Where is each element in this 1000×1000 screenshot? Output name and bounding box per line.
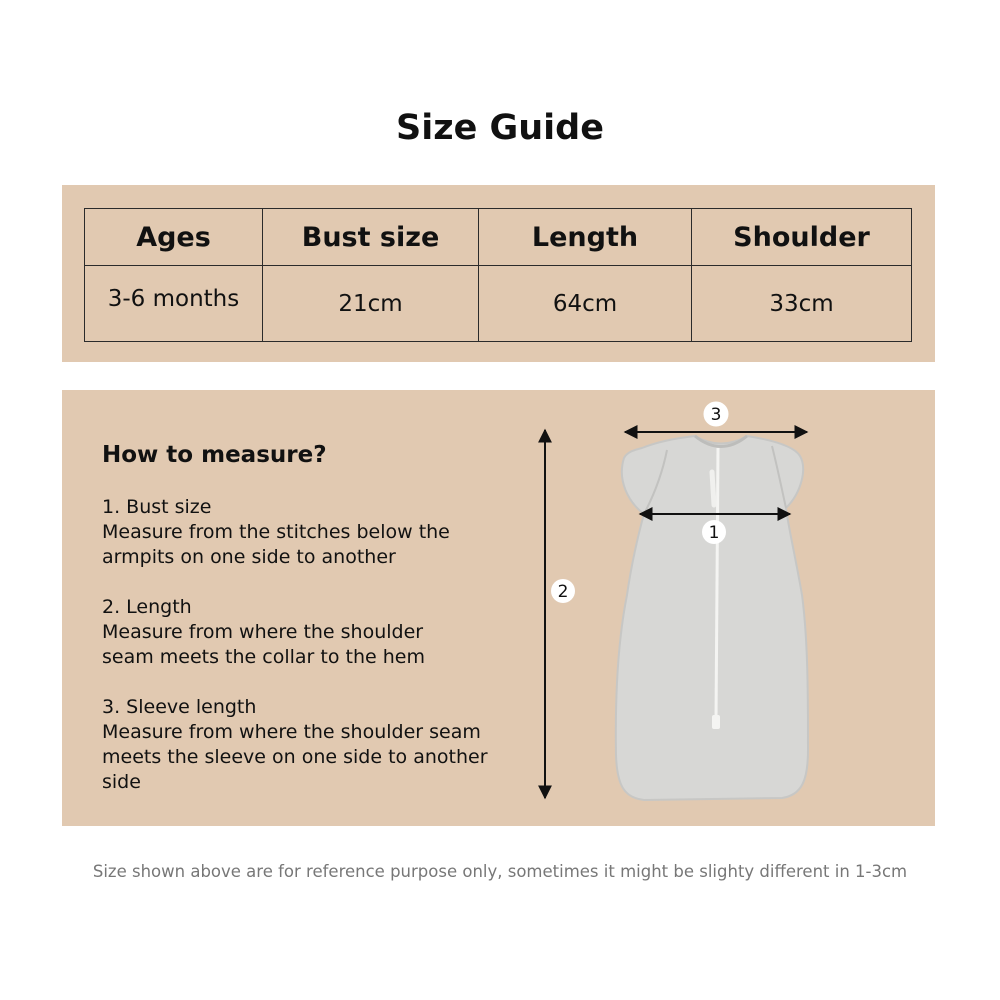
page-title: Size Guide	[396, 108, 604, 148]
step-heading: 1. Bust size	[102, 496, 212, 518]
step-heading: 2. Length	[102, 596, 192, 618]
cell-shoulder: 33cm	[692, 266, 912, 342]
bust-label: 1	[708, 523, 720, 543]
table-row	[85, 266, 912, 342]
size-table-panel	[62, 185, 935, 362]
disclaimer-footnote: Size shown above are for reference purpose only, sometimes it might be slighty different in 1-3cm	[92, 862, 908, 881]
step-text: Measure from the stitches below the	[102, 521, 450, 543]
step-heading: 3. Sleeve length	[102, 696, 257, 718]
step-sleeve-length	[102, 695, 542, 795]
step-text: meets the sleeve on one side to another	[102, 746, 488, 768]
how-to-measure-panel	[62, 390, 935, 826]
step-text: armpits on one side to another	[102, 546, 396, 568]
header-shoulder: Shoulder	[692, 209, 912, 266]
zipper-line	[716, 448, 718, 720]
zipper-pull	[712, 715, 720, 729]
cell-age: 3-6 months	[85, 266, 263, 342]
header-ages: Ages	[85, 209, 263, 266]
how-to-measure-title: How to measure?	[102, 442, 327, 468]
cell-length: 64cm	[479, 266, 692, 342]
shoulder-label: 3	[710, 405, 722, 425]
length-label: 2	[557, 582, 569, 602]
size-table	[84, 208, 912, 342]
table-header-row	[85, 209, 912, 266]
cell-bust-size: 21cm	[263, 266, 479, 342]
step-length	[102, 595, 542, 670]
step-bust-size	[102, 495, 542, 570]
header-length: Length	[479, 209, 692, 266]
step-text: seam meets the collar to the hem	[102, 646, 425, 668]
step-text: side	[102, 771, 141, 793]
step-text: Measure from where the shoulder	[102, 621, 424, 643]
header-bust-size: Bust size	[263, 209, 479, 266]
measurement-diagram	[532, 390, 932, 826]
measure-steps	[102, 495, 542, 820]
step-text: Measure from where the shoulder seam	[102, 721, 481, 743]
neck-placket	[712, 472, 714, 505]
